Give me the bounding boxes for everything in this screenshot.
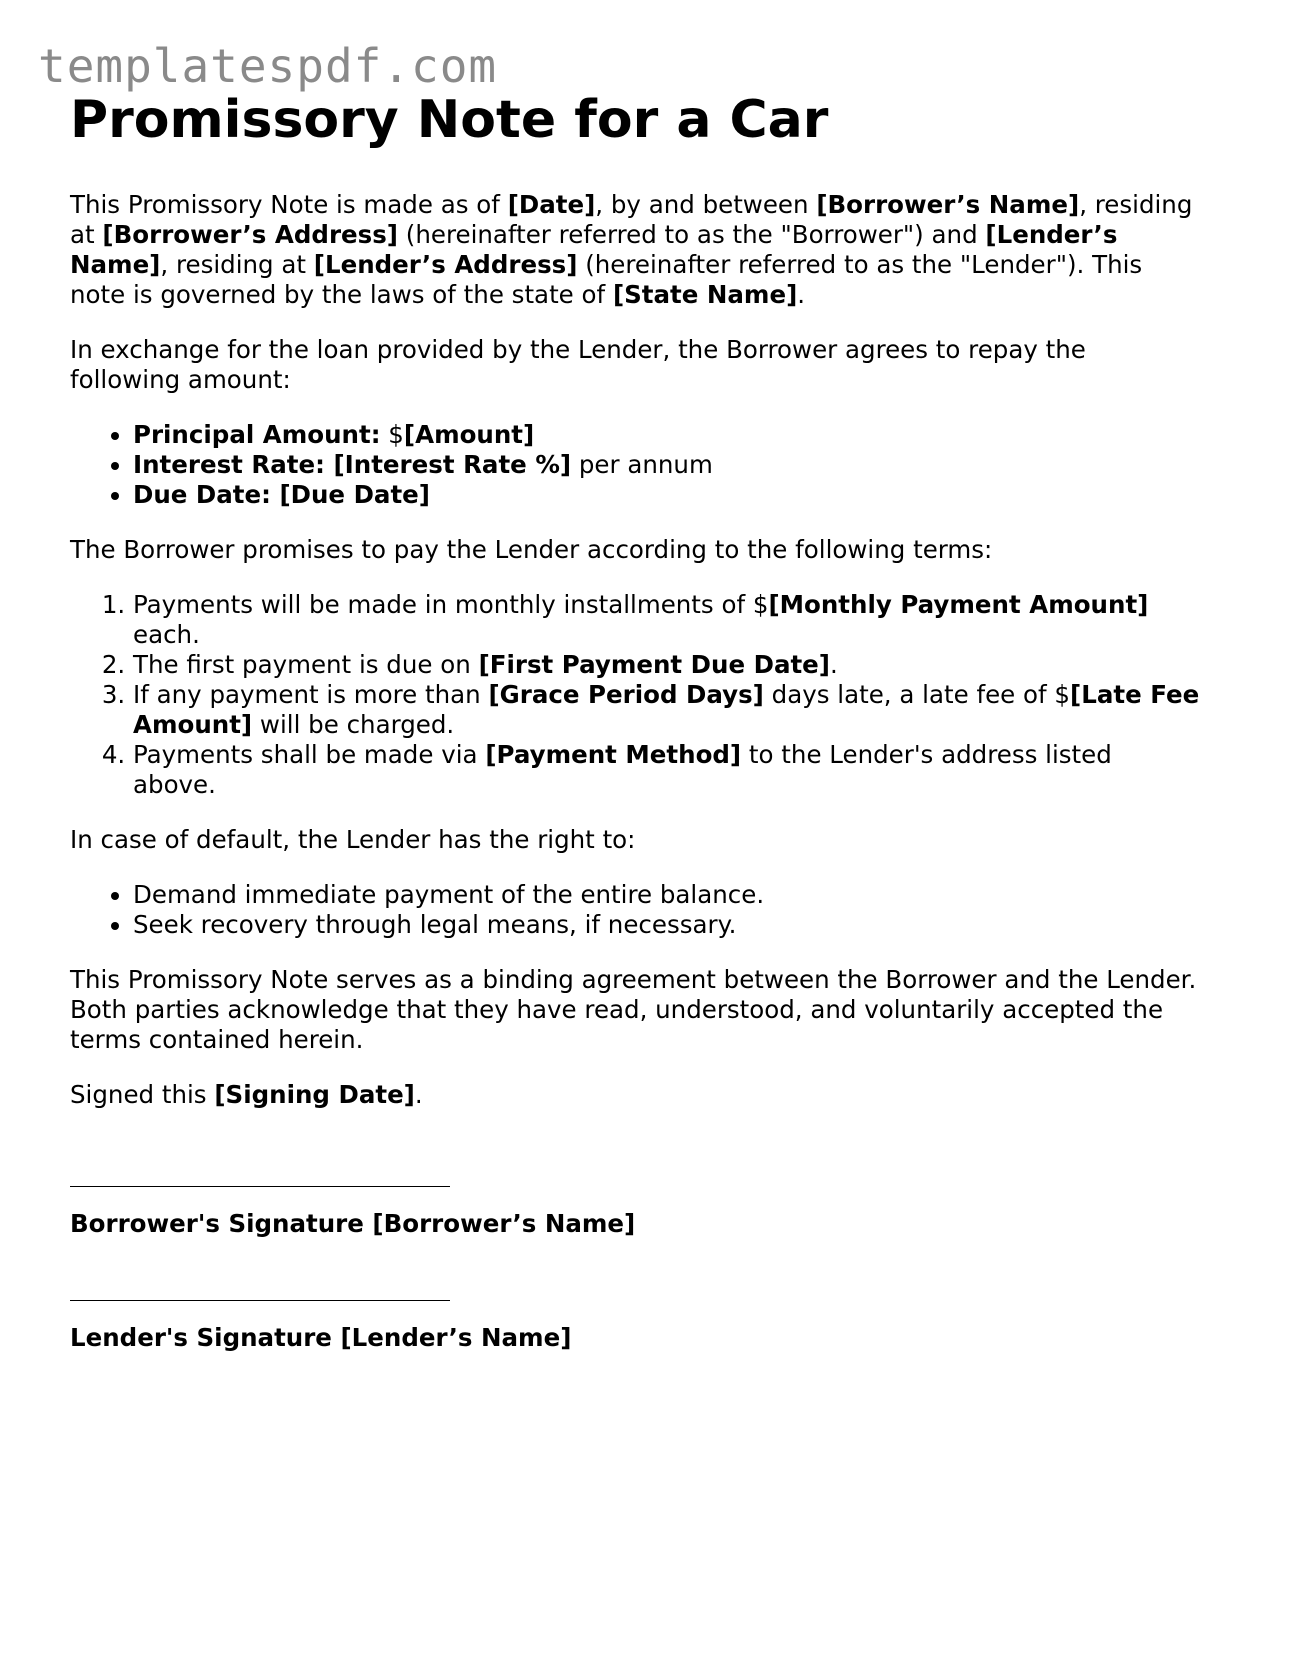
list-item: • Principal Amount: $[Amount] bbox=[133, 420, 1200, 450]
interest-label: Interest Rate: [Interest Rate %] bbox=[133, 450, 572, 479]
principal-label: Principal Amount: bbox=[133, 420, 381, 449]
state-name-placeholder: [State Name] bbox=[612, 280, 798, 309]
due-date-label: Due Date: [Due Date] bbox=[133, 480, 430, 509]
lender-signature-label: Lender's Signature [Lender’s Name] bbox=[70, 1323, 572, 1352]
borrower-signature-line bbox=[70, 1160, 450, 1187]
list-item: 2. The first payment is due on [First Payment Due Date]. bbox=[133, 650, 1200, 680]
borrower-name-placeholder: [Borrower’s Name] bbox=[816, 190, 1080, 219]
principal-value: [Amount] bbox=[403, 420, 535, 449]
binding-paragraph: This Promissory Note serves as a binding agreement between the Borrower and the Lender. Both parties acknowledge that they have read, understood, and voluntarily accepted the terms contained herein. bbox=[70, 965, 1197, 1054]
lender-name-placeholder: [Lender’s Name] bbox=[70, 220, 1118, 279]
list-item: • Interest Rate: [Interest Rate %] per annum bbox=[133, 450, 1200, 480]
lender-signature-line bbox=[70, 1274, 450, 1301]
list-item: • Seek recovery through legal means, if necessary. bbox=[133, 910, 1200, 940]
list-item: 4. Payments shall be made via [Payment Method] to the Lender's address listed above. bbox=[133, 740, 1200, 800]
borrower-address-placeholder: [Borrower’s Address] bbox=[102, 220, 399, 249]
list-item: 3. If any payment is more than [Grace Period Days] days late, a late fee of $[Late Fee Amount] will be charged. bbox=[133, 680, 1200, 740]
lender-address-placeholder: [Lender’s Address] bbox=[313, 250, 578, 279]
signed-paragraph: Signed this [Signing Date]. bbox=[70, 1080, 423, 1109]
list-item bbox=[133, 480, 1200, 510]
loan-terms-list bbox=[70, 420, 1200, 510]
list-item: 1. Payments will be made in monthly installments of $[Monthly Payment Amount] each. bbox=[133, 590, 1200, 650]
signing-date-placeholder: [Signing Date] bbox=[214, 1080, 415, 1109]
default-paragraph: In case of default, the Lender has the right to: bbox=[70, 825, 636, 854]
intro-paragraph: This Promissory Note is made as of [Date], by and between [Borrower’s Name], residing at [Borrower’s Address] (hereinafter referred to as the "Borrower") and [Lender’s Name], residing at [Lender’s Address] (hereinafter referred to as the "Lender"). This note is governed by the laws of the state of [State Name]. bbox=[70, 190, 1193, 309]
page-title: Promissory Note for a Car bbox=[70, 90, 829, 150]
payment-terms-list bbox=[70, 590, 1200, 800]
exchange-paragraph: In exchange for the loan provided by the Lender, the Borrower agrees to repay the following amount: bbox=[70, 335, 1086, 394]
document bbox=[70, 88, 1200, 1353]
promise-paragraph: The Borrower promises to pay the Lender according to the following terms: bbox=[70, 535, 993, 564]
date-placeholder: [Date] bbox=[507, 190, 596, 219]
watermark: templatespdf.com bbox=[38, 39, 498, 93]
borrower-signature-label: Borrower's Signature [Borrower’s Name] bbox=[70, 1209, 636, 1238]
default-rights-list bbox=[70, 880, 1200, 940]
list-item: • Demand immediate payment of the entire balance. bbox=[133, 880, 1200, 910]
